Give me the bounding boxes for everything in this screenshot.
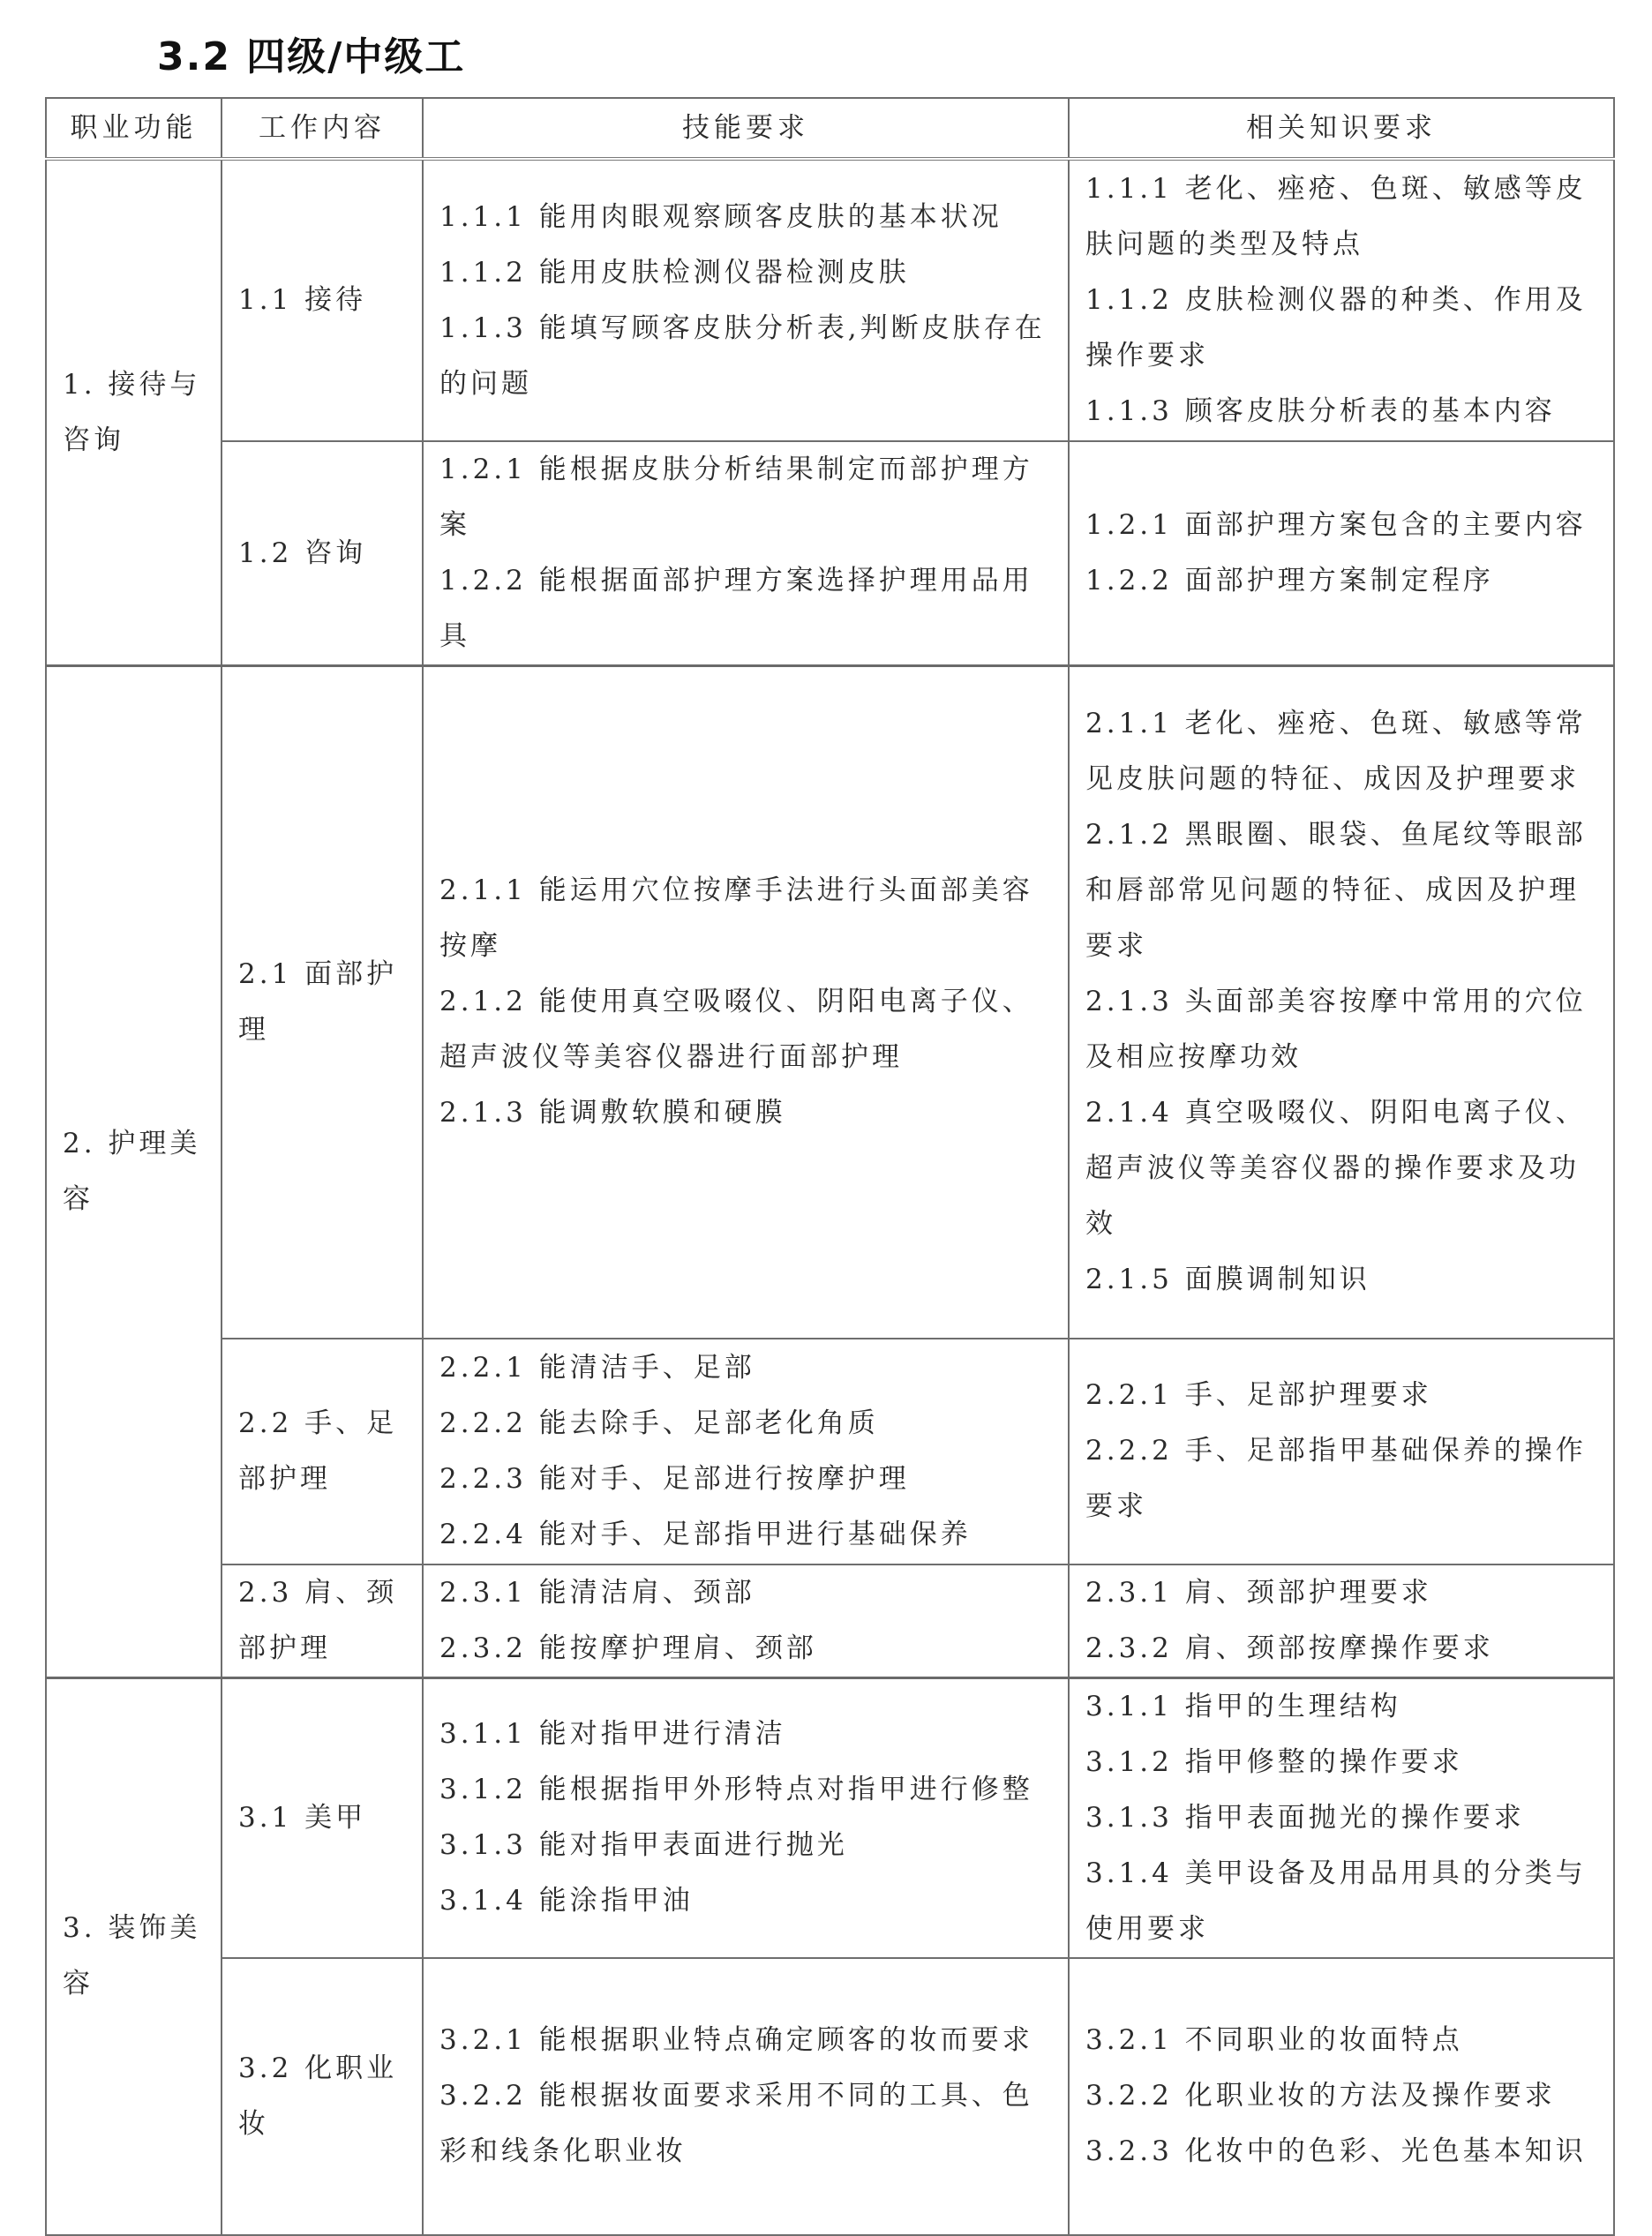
header-knowledge-requirements: 相关知识要求 <box>1069 98 1614 159</box>
table-row <box>46 1677 1614 1958</box>
skills-cell <box>423 441 1069 666</box>
skill-item: 3.1.1 能对指甲进行清洁 <box>439 1718 786 1750</box>
section-title: 3.2 四级/中级工 <box>157 34 466 79</box>
knowledge-cell <box>1069 1564 1614 1678</box>
skills-cell <box>423 1958 1069 2235</box>
table-header-row <box>46 98 1614 159</box>
skill-item: 2.1.2 能使用真空吸啜仪、阴阳电离子仪、超声波仪等美容仪器进行面部护理 <box>439 986 1033 1074</box>
knowledge-item: 2.1.2 黑眼圈、眼袋、鱼尾纹等眼部和唇部常见问题的特征、成因及护理要求 <box>1085 819 1587 963</box>
content-cell: 3.1 美甲 <box>222 1677 423 1958</box>
knowledge-item: 2.2.1 手、足部护理要求 <box>1085 1379 1432 1411</box>
knowledge-item: 3.1.1 指甲的生理结构 <box>1085 1690 1401 1722</box>
skills-cell <box>423 1564 1069 1678</box>
content-cell: 1.2 咨询 <box>222 441 423 666</box>
knowledge-item: 3.1.4 美甲设备及用品用具的分类与使用要求 <box>1085 1857 1587 1945</box>
knowledge-item: 1.1.1 老化、痤疮、色斑、敏感等皮肤问题的类型及特点 <box>1085 173 1587 260</box>
skill-item: 1.1.3 能填写顾客皮肤分析表,判断皮肤存在的问题 <box>439 311 1046 400</box>
skill-item: 2.2.1 能清洁手、足部 <box>439 1351 755 1384</box>
skill-item: 3.1.2 能根据指甲外形特点对指甲进行修整 <box>439 1774 1033 1805</box>
knowledge-cell <box>1069 159 1614 441</box>
knowledge-item: 2.1.4 真空吸啜仪、阴阳电离子仪、超声波仪等美容仪器的操作要求及功效 <box>1085 1097 1587 1241</box>
knowledge-item: 1.1.2 皮肤检测仪器的种类、作用及操作要求 <box>1085 284 1587 371</box>
knowledge-cell <box>1069 666 1614 1339</box>
function-cell: 1. 接待与咨询 <box>46 159 222 666</box>
knowledge-item: 2.3.2 肩、颈部按摩操作要求 <box>1085 1632 1494 1664</box>
function-cell: 3. 装饰美容 <box>46 1677 222 2235</box>
skill-item: 2.2.3 能对手、足部进行按摩护理 <box>439 1462 910 1495</box>
knowledge-item: 3.2.2 化职业妆的方法及操作要求 <box>1085 2080 1556 2112</box>
skill-item: 2.3.1 能清洁肩、颈部 <box>439 1576 755 1609</box>
skills-cell <box>423 1339 1069 1564</box>
knowledge-cell <box>1069 1958 1614 2235</box>
table-row <box>46 441 1614 666</box>
table-row <box>46 666 1614 1339</box>
knowledge-item: 1.2.1 面部护理方案包含的主要内容 <box>1085 509 1587 541</box>
skills-cell <box>423 666 1069 1339</box>
skills-cell <box>423 1677 1069 1958</box>
header-work-content: 工作内容 <box>222 98 423 159</box>
skill-item: 2.1.1 能运用穴位按摩手法进行头面部美容按摩 <box>439 874 1033 963</box>
knowledge-cell <box>1069 441 1614 666</box>
knowledge-item: 1.1.3 顾客皮肤分析表的基本内容 <box>1085 395 1556 427</box>
knowledge-item: 2.1.1 老化、痤疮、色斑、敏感等常见皮肤问题的特征、成因及护理要求 <box>1085 708 1587 796</box>
knowledge-cell <box>1069 1677 1614 1958</box>
knowledge-cell <box>1069 1339 1614 1564</box>
content-cell: 3.2 化职业妆 <box>222 1958 423 2235</box>
skill-standard-table <box>45 97 1615 2236</box>
skill-item: 2.2.2 能去除手、足部老化角质 <box>439 1407 879 1439</box>
knowledge-item: 2.1.3 头面部美容按摩中常用的穴位及相应按摩功效 <box>1085 986 1587 1074</box>
table-row <box>46 1339 1614 1564</box>
content-cell: 2.3 肩、颈部护理 <box>222 1564 423 1678</box>
content-cell: 2.2 手、足部护理 <box>222 1339 423 1564</box>
header-skill-requirements: 技能要求 <box>423 98 1069 159</box>
content-cell: 2.1 面部护理 <box>222 666 423 1339</box>
skill-item: 1.2.2 能根据面部护理方案选择护理用品用具 <box>439 565 1033 652</box>
table-row <box>46 159 1614 441</box>
skill-item: 1.2.1 能根据皮肤分析结果制定而部护理方案 <box>439 454 1033 541</box>
knowledge-item: 2.3.1 肩、颈部护理要求 <box>1085 1576 1432 1609</box>
knowledge-item: 3.2.1 不同职业的妆面特点 <box>1085 2024 1463 2056</box>
skill-item: 3.1.4 能涂指甲油 <box>439 1885 694 1917</box>
skill-item: 3.2.2 能根据妆面要求采用不同的工具、色彩和线条化职业妆 <box>439 2080 1033 2167</box>
table-row <box>46 1958 1614 2235</box>
header-occupational-function: 职业功能 <box>46 98 222 159</box>
table-row <box>46 1564 1614 1678</box>
skill-item: 3.2.1 能根据职业特点确定顾客的妆而要求 <box>439 2024 1033 2056</box>
skill-item: 3.1.3 能对指甲表面进行抛光 <box>439 1829 848 1861</box>
knowledge-item: 3.1.2 指甲修整的操作要求 <box>1085 1745 1463 1778</box>
skill-item: 1.1.1 能用肉眼观察顾客皮肤的基本状况 <box>439 200 1002 233</box>
skill-item: 2.3.2 能按摩护理肩、颈部 <box>439 1632 817 1664</box>
skill-item: 1.1.2 能用皮肤检测仪器检测皮肤 <box>439 256 910 289</box>
knowledge-item: 2.1.5 面膜调制知识 <box>1085 1264 1370 1296</box>
knowledge-item: 2.2.2 手、足部指甲基础保养的操作要求 <box>1085 1435 1587 1522</box>
content-cell: 1.1 接待 <box>222 159 423 441</box>
knowledge-item: 1.2.2 面部护理方案制定程序 <box>1085 565 1494 597</box>
skill-item: 2.1.3 能调敷软膜和硬膜 <box>439 1097 786 1129</box>
function-cell: 2. 护理美容 <box>46 666 222 1678</box>
knowledge-item: 3.2.3 化妆中的色彩、光色基本知识 <box>1085 2135 1587 2167</box>
knowledge-item: 3.1.3 指甲表面抛光的操作要求 <box>1085 1801 1525 1834</box>
skills-cell <box>423 159 1069 441</box>
skill-item: 2.2.4 能对手、足部指甲进行基础保养 <box>439 1518 972 1550</box>
